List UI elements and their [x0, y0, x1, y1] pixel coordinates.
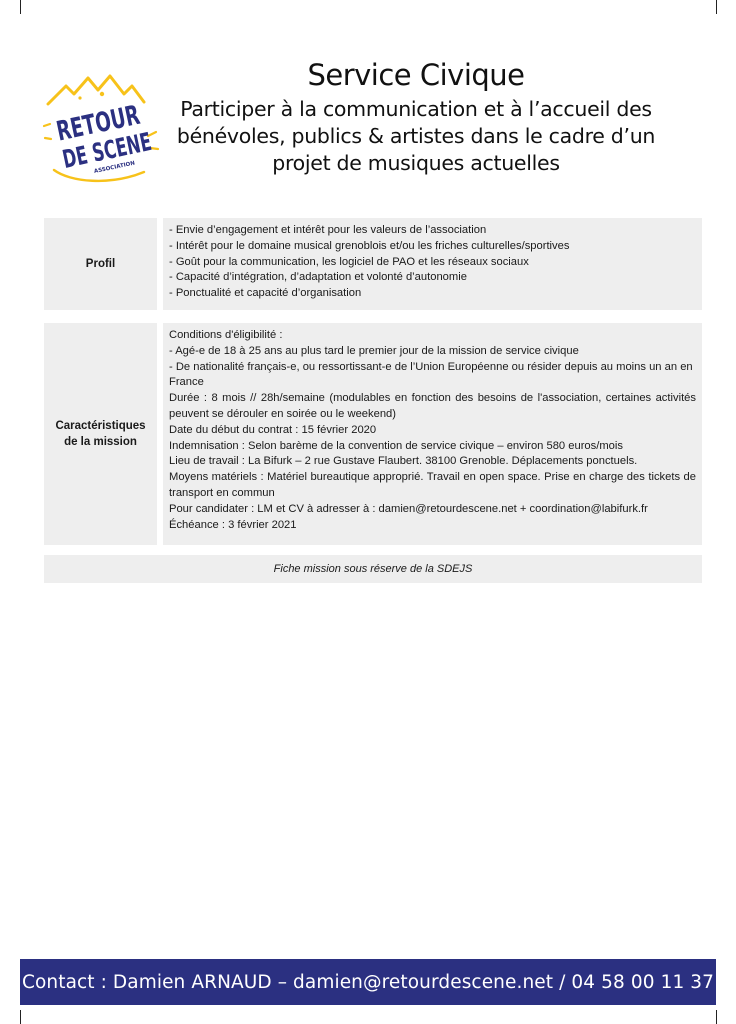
profil-item: - Capacité d’intégration, d’adaptation et volonté d’autonomie [169, 271, 467, 284]
profil-content [163, 218, 702, 310]
carac-item: Durée : 8 mois // 28h/semaine (modulables en fonction des besoins de l'association, certaines activités peuvent se dérouler en soirée ou le weekend) [169, 392, 696, 420]
carac-item: - De nationalité français-e, ou ressortissant-e de l’Union Européenne ou résider depuis au moins un an en France [169, 360, 693, 389]
caracteristiques-label [44, 323, 157, 545]
profil-item: - Envie d’engagement et intérêt pour les valeurs de l’association [169, 224, 487, 236]
crop-mark [716, 1010, 717, 1024]
subtitle-line: projet de musiques actuelles [272, 151, 560, 175]
subtitle-line: Participer à la communication et à l’accueil des [180, 97, 652, 121]
crop-mark [20, 0, 21, 14]
page-title: Service Civique [307, 58, 525, 92]
association-logo [40, 72, 162, 190]
logo-text-association: ASSOCIATION [93, 160, 136, 176]
crop-mark [716, 0, 717, 14]
caracteristiques-label-line: de la mission [64, 436, 137, 448]
profil-label: Profil [44, 218, 157, 310]
carac-item: - Agé-e de 18 à 25 ans au plus tard le premier jour de la mission de service civique [169, 344, 579, 357]
mission-note: Fiche mission sous réserve de la SDEJS [44, 555, 702, 583]
logo-text-retour: RETOUR [53, 91, 162, 148]
caracteristiques-section [44, 323, 702, 545]
carac-item: Pour candidater : LM et CV à adresser à : damien@retourdescene.net + coordination@labifurk.fr [169, 502, 648, 515]
carac-item: Indemnisation : Selon barème de la convention de service civique – environ 580 euros/mois [169, 439, 623, 452]
caracteristiques-content [163, 323, 702, 545]
caracteristiques-label-line: Caractéristiques [55, 420, 146, 432]
crop-mark [20, 1010, 21, 1024]
profil-item: - Goût pour la communication, les logiciel de PAO et les réseaux sociaux [169, 255, 529, 268]
carac-item: Conditions d'éligibilité : [169, 329, 283, 341]
carac-item: Lieu de travail : La Bifurk – 2 rue Gustave Flaubert. 38100 Grenoble. Déplacements ponctuels. [169, 455, 638, 468]
profil-item: - Ponctualité et capacité d’organisation [169, 287, 362, 300]
carac-item: Échéance : 3 février 2021 [169, 518, 297, 531]
contact-footer: Contact : Damien ARNAUD – damien@retourdescene.net / 04 58 00 11 37 [20, 959, 716, 1005]
logo-text-de-scene: DE SCENE [59, 116, 162, 174]
title-block [168, 58, 664, 177]
subtitle-line: bénévoles, publics & artistes dans le cadre d’un [176, 124, 656, 148]
profil-section [44, 218, 702, 310]
profil-item: - Intérêt pour le domaine musical grenoblois et/ou les friches culturelles/sportives [169, 239, 570, 252]
carac-item: Date du début du contrat : 15 février 2020 [169, 423, 377, 436]
page-subtitle [168, 96, 664, 177]
carac-item: Moyens matériels : Matériel bureautique approprié. Travail en open space. Prise en charge des tickets de transport en commun [169, 471, 696, 499]
